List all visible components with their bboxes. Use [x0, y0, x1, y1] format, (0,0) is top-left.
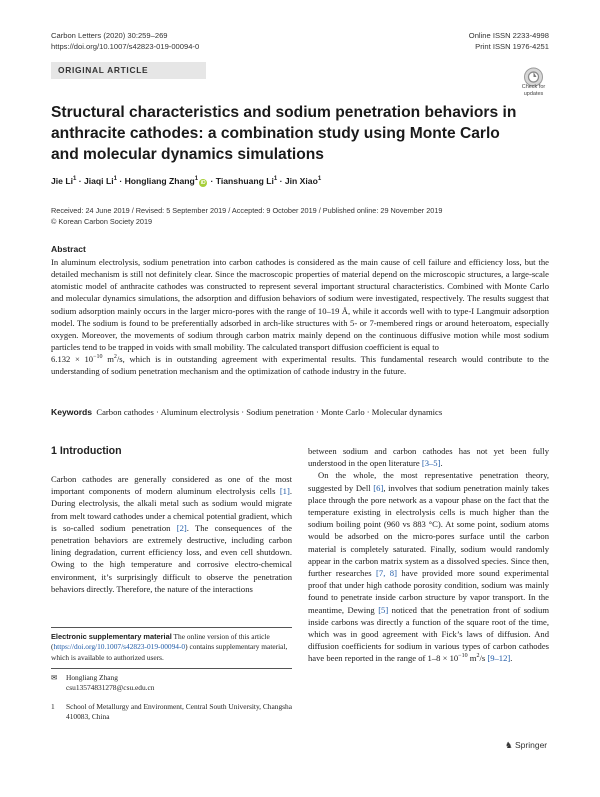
publisher-name: Springer: [515, 740, 548, 750]
affiliation-text: School of Metallurgy and Environment, Central South University, Changsha 410083, China: [66, 701, 292, 722]
corresponding-author-block: [51, 673, 292, 731]
keywords-label: Keywords: [51, 407, 93, 417]
issn-header: [469, 30, 549, 52]
orcid-icon[interactable]: iD: [200, 180, 206, 186]
abstract-coefficient: 6.132 × 10: [51, 354, 94, 365]
esm-text: The online version of this article (: [51, 632, 270, 652]
affiliation-marker: 1: [113, 176, 117, 183]
citation-link[interactable]: [1]: [279, 486, 290, 497]
online-issn: Online ISSN 2233-4998: [468, 31, 549, 40]
author-name[interactable]: Jiaqi Li: [83, 176, 114, 186]
citation-link[interactable]: [5]: [378, 604, 389, 615]
abstract-text: In aluminum electrolysis, sodium penetration into carbon cathodes is considered as the main cause of cell failure and efficiency loss, but the detailed mechanism is still not definitely clear. Since the macroscopic properties of material depend on the microscopic structures, a large-scale atomistic model of anthracite cathodes was constructed to represent several important structural characteristics. Combined with Monte Carlo and molecular dynamics simulations, the adsorption and diffusion behaviors of sodium were investigated, respectively. The results suggest that sodium adsorption mainly occurs in the larger micro-pores with the range of 10–19 Å, while it accords well with to type-I Langmuir adsorption model. The sodium is found to be preferentially adsorbed in arch-like structures with 5- or 7-membered rings or around heteroatom, especially oxygen. Moreover, the movements of sodium through carbon matrix mainly depend on the continuous diffusive motion while most sodium particles tend to be trapped in voids with small mobility. The calculated transport diffusion coefficient is equal to: [51, 257, 549, 353]
citation-link[interactable]: [7, 8]: [376, 568, 397, 579]
history-dates: Received: 24 June 2019 / Revised: 5 September 2019 / Accepted: 9 October 2019 / Published online: 29 November 2019: [51, 206, 443, 215]
superscript: −10: [458, 653, 468, 660]
paragraph: On the whole, the most representative penetration theory, suggested by Dell [6], involves that sodium penetration mainly takes place through the pore network as a vapour phase on the fact that the temperature existing in electrolysis cells is much higher than the sodium boiling point (960 vs 883 °C). At some point, sodium atoms would be adsorbed on the micro-pores surface until the carbon material is completely saturated. Finally, sodium would randomly appear in the carbon matrix system as a dissolved species. Since then, further researches [7, 8] have provided more sound experimental proof that under high cathode porosity condition, sodium was mainly found to penetrate inside carbon structure by vapor transport. In the meantime, Dewing [5] noticed that the penetration front of sodium inside carbons was directly a function of the square root of the time, which was in good agreement with Fick’s laws of diffusion. And diffusion coefficients for sodium in various types of carbon cathodes have been reported in the range of $1-8 \times 10^{-10}$ $m^2/s$ [9–12].: [308, 470, 549, 664]
paragraph: between sodium and carbon cathodes has not yet been fully understood in the open literature [3–5].: [308, 446, 549, 469]
citation-link[interactable]: [2]: [176, 522, 187, 533]
article-type-banner: ORIGINAL ARTICLE: [51, 62, 206, 79]
doi-link[interactable]: https://doi.org/10.1007/s42823-019-00094-0: [51, 42, 200, 51]
footnote-divider: [51, 627, 292, 628]
journal-header: [51, 30, 199, 52]
abstract-body: [51, 256, 549, 378]
abstract-coefficient-unit: m: [102, 354, 114, 365]
envelope-icon: ✉: [51, 673, 58, 682]
abstract-unit-exponent: 2: [113, 354, 117, 361]
abstract-coefficient-exponent: −10: [93, 354, 103, 361]
abstract-heading: Abstract: [51, 244, 86, 254]
introduction-right-column: [308, 445, 549, 665]
section-heading-introduction: 1 Introduction: [51, 445, 122, 457]
affiliation-marker: 1: [72, 176, 77, 183]
publisher-logo: [505, 740, 547, 751]
abstract-text-end: /s, which is in outstanding agreement with experimental results. This fundamental research would contribute to the understanding of sodium penetration mechanism and the optimization of cathode industry in the future.: [51, 354, 549, 377]
affiliation-marker: 1: [194, 176, 199, 183]
corresponding-author-name: Hongliang Zhang: [66, 673, 118, 682]
article-title: Structural characteristics and sodium penetration behaviors in anthracite cathodes: a combination study using Monte Carlo and molecular dynamics simulations: [51, 104, 517, 163]
citation-link[interactable]: [9–12]: [487, 653, 511, 664]
author-name[interactable]: Hongliang Zhang: [124, 176, 195, 186]
copyright: © Korean Carbon Society 2019: [51, 216, 153, 226]
introduction-left-column: [51, 473, 292, 595]
paragraph: Carbon cathodes are generally considered as one of the most important components of modern aluminum electrolysis cells [1]. During electrolysis, the alkali metal such as sodium would migrate from melt toward cathodes under a chemical potential gradient, which is so-called sodium penetration [2]. The consequences of the penetration behaviors are extremely destructive, including carbon lining degradation, current efficiency loss, and even cell shutdown. Owing to the high temperature and corrosive electro-chemical environment, it’s surprisingly difficult to observe the penetration behaviors directly. Therefore, the nature of the interactions: [51, 474, 293, 594]
citation-link[interactable]: [3–5]: [421, 458, 441, 469]
journal-citation: Carbon Letters (2020) 30:259–269: [51, 31, 168, 40]
affiliation-marker: 1: [317, 176, 322, 183]
esm-text-end: ) contains supplementary material, which is available to authorized users.: [51, 642, 288, 662]
footnote-divider: [51, 668, 292, 669]
keywords-text: Carbon cathodes · Aluminum electrolysis · Sodium penetration · Monte Carlo · Molecular dynamics: [96, 407, 443, 417]
affiliation-marker: 1: [273, 176, 278, 183]
superscript: 2: [476, 653, 480, 660]
keywords: [51, 407, 442, 417]
esm-link[interactable]: https://doi.org/10.1007/s42823-019-00094-0: [53, 642, 186, 652]
supplementary-material-note: [51, 632, 292, 663]
author-list: Jie $Li^1$ · Jiaqi $Li^1$ · Hongliang Zhang$^1$iD · Tianshuang $Li^1$ · Jin Xiao$^1$: [51, 176, 322, 186]
author-name[interactable]: Jie Li: [51, 176, 73, 186]
citation-link[interactable]: [6]: [373, 482, 384, 493]
corresponding-author-email[interactable]: csu13574831278@csu.edu.cn: [66, 683, 155, 693]
check-updates-label: Check for updates: [521, 84, 546, 97]
affiliation-number: 1: [51, 701, 55, 711]
springer-horse-icon: ♞: [505, 740, 513, 750]
esm-label: Electronic supplementary material: [51, 632, 172, 641]
author-name[interactable]: Jin Xiao: [284, 176, 318, 186]
author-name[interactable]: Tianshuang Li: [215, 176, 274, 186]
publication-dates: [51, 206, 442, 227]
print-issn: Print ISSN 1976-4251: [475, 42, 549, 51]
